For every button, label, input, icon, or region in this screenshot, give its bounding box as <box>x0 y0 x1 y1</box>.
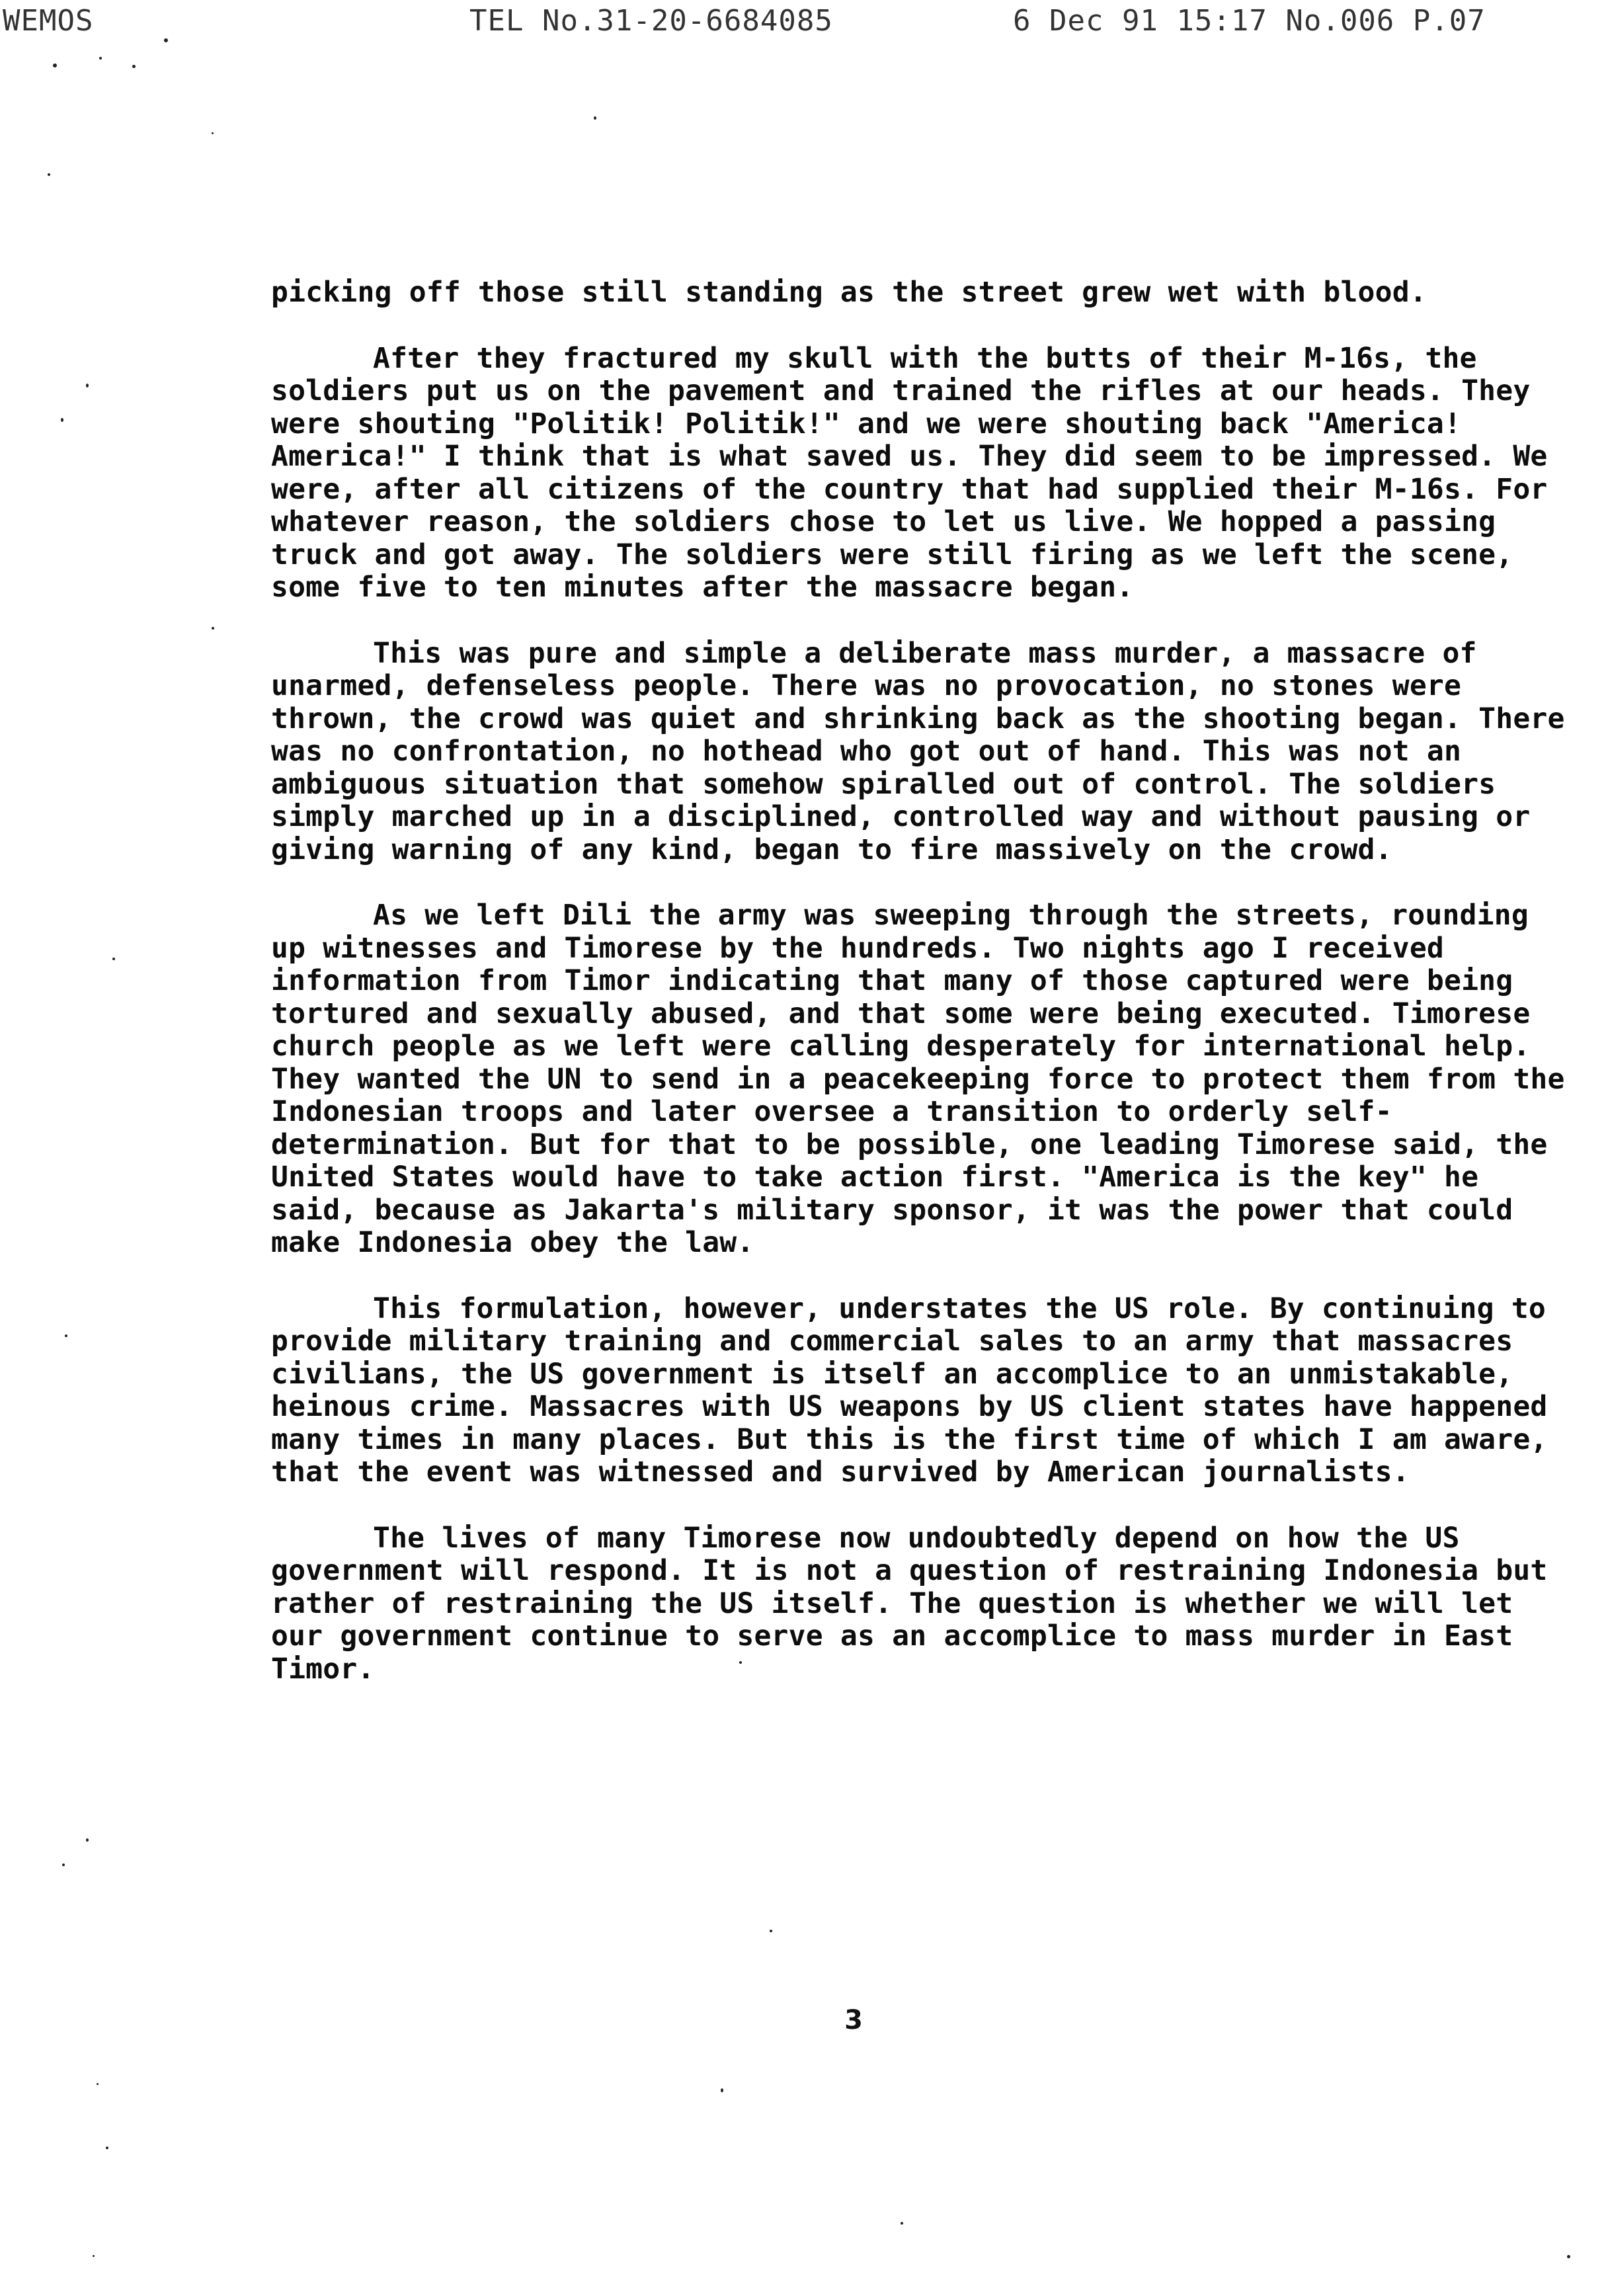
scan-speck <box>212 627 214 630</box>
scan-speck <box>86 384 89 388</box>
body-paragraph: This formulation, however, understates the US role. By continuing to provide military training and commercial sales to an army that massacres civilians, the US government is itself an accomplice to an unmistakable, heinous crime. Massacres with US weapons by US client states have happened many times in many places. But this is the first time of which I am aware, that the event was witnessed and survived by American journalists. <box>271 1292 1548 1489</box>
scan-speck <box>93 2255 95 2257</box>
scan-speck <box>132 65 136 68</box>
body-paragraph-continuation: picking off those still standing as the street grew wet with blood. <box>271 276 1427 309</box>
letter-body <box>271 276 1567 1719</box>
scan-speck <box>721 2088 723 2092</box>
scan-speck <box>48 173 50 176</box>
fax-transmission-header <box>0 4 1608 44</box>
scan-speck <box>212 132 214 134</box>
fax-sender-id: WEMOS <box>3 4 94 38</box>
page-number: 3 <box>844 2005 863 2035</box>
scan-speck <box>901 2222 903 2225</box>
body-paragraph: This was pure and simple a deliberate mass murder, a massacre of unarmed, defenseless people. There was no provocation, no stones were thrown, the crowd was quiet and shrinking back as the shooting began. There was no confrontation, no hothead who got out of hand. This was not an ambiguous situation that somehow spiralled out of control. The soldiers simply marched up in a disciplined, controlled way and without pausing or giving warning of any kind, began to fire massively on the crowd. <box>271 636 1565 866</box>
body-paragraph: After they fractured my skull with the butts of their M-16s, the soldiers put us on the pavement and trained the rifles at our heads. They were shouting "Politik! Politik!" and we were shouting back "America! America!" I think that is what saved us. They did seem to be impressed. We were, after all citizens of the country that had supplied their M-16s. For whatever reason, the soldiers chose to let us live. We hopped a passing truck and got away. The soldiers were still firing as we left the scene, some five to ten minutes after the massacre began. <box>271 341 1548 604</box>
scan-speck <box>770 1930 772 1932</box>
fax-telephone-number: TEL No.31-20-6684085 <box>469 4 833 38</box>
scan-speck <box>99 57 102 60</box>
scan-speck <box>61 418 63 422</box>
scan-speck <box>86 1838 89 1842</box>
scan-speck <box>97 2083 99 2085</box>
scan-speck <box>62 1864 65 1866</box>
scan-speck <box>53 63 57 67</box>
body-paragraph: The lives of many Timorese now undoubtedly depend on how the US government will respond. It is not a question of restraining Indonesia but rather of restraining the US itself. The question is whether we will let our government continue to serve as an accomplice to mass murder in East Timor. <box>271 1521 1548 1686</box>
scan-speck <box>1567 2255 1570 2258</box>
scan-speck <box>112 958 115 960</box>
scan-speck <box>106 2147 108 2149</box>
fax-date-time-page-stamp: 6 Dec 91 15:17 No.006 P.07 <box>1013 4 1486 38</box>
scan-speck <box>164 38 168 42</box>
body-paragraph: As we left Dili the army was sweeping through the streets, rounding up witnesses and Timorese by the hundreds. Two nights ago I received information from Timor indicating that many of those captured were being tortured and sexually abused, and that some were being executed. Timorese church people as we left were calling desperately for international help. They wanted the UN to send in a peacekeeping force to protect them from the Indonesian troops and later oversee a transition to orderly self-determination. But for that to be possible, one leading Timorese said, the United States would have to take action first. "America is the key" he said, because as Jakarta's military sponsor, it was the power that could make Indonesia obey the law. <box>271 899 1565 1259</box>
scan-speck <box>594 116 596 120</box>
scan-speck <box>65 1334 67 1337</box>
